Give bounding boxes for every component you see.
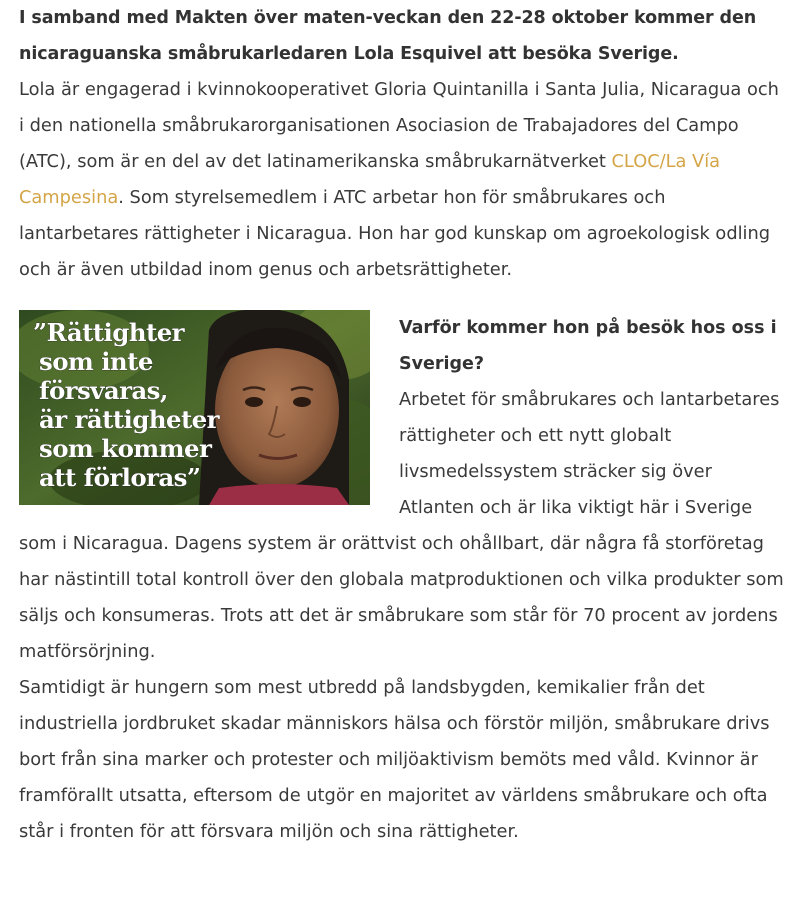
cloc-via-campesina-link[interactable]: CLOC/La Vía Campesina — [19, 151, 721, 208]
photo-illustration — [19, 310, 370, 505]
paragraph-intro-text-end: . Som styrelsemedlem i ATC arbetar hon för småbrukares och lantarbetares rättigheter i Nicaragua. Hon har god kunskap om agroekologisk odling och är även utbildad inom genus och arbetsrättigheter. — [19, 187, 771, 280]
quote-line-2: som inte — [39, 347, 153, 376]
paragraph-why-visit: Arbetet för småbrukares och lantarbetares rättigheter och ett nytt globalt livsmedelssystem sträcker sig över Atlanten och är lika viktigt här i Sverige som i Nicaragua. Dagens system är orättvist och ohållbart, där några få storföretag har nästintill total kontroll över den globala matproduktionen och vilka produkter som säljs och konsumeras. Trots att det är småbrukare som står för 70 procent av jordens matförsörjning. — [19, 389, 784, 662]
article-lead: I samband med Makten över maten-veckan den 22-28 oktober kommer den nicaraguanska småbrukarledaren Lola Esquivel att besöka Sverige. — [19, 8, 757, 64]
image-and-text-block — [19, 308, 789, 670]
quote-line-6: att förloras” — [39, 463, 201, 492]
quote-line-3: försvaras, — [39, 376, 168, 405]
article — [19, 0, 789, 850]
lola-esquivel-photo — [19, 310, 370, 505]
quote-line-1: ”Rättighter — [33, 318, 184, 347]
paragraph-intro-text-start: Lola är engagerad i kvinnokooperativet Gloria Quintanilla i Santa Julia, Nicaragua och i den nationella småbrukarorganisationen Asociasion de Trabajadores del Campo (ATC), som är en del av det latinamerikanska småbrukarnätverket — [19, 79, 779, 172]
paragraph-hunger: Samtidigt är hungern som mest utbredd på landsbygden, kemikalier från det industriella jordbruket skadar människors hälsa och förstör miljön, småbrukare drivs bort från sina marker och protester och miljöaktivism bemöts med våld. Kvinnor är framförallt utsatta, eftersom de utgör en majoritet av världens småbrukare och ofta står i fronten för att försvara miljön och sina rättigheter. — [19, 677, 770, 842]
paragraph-intro — [19, 72, 789, 288]
quote-line-5: som kommer — [39, 434, 212, 463]
quote-line-4: är rättigheter — [39, 405, 219, 434]
section-subheading: Varför kommer hon på besök hos oss i Sverige? — [399, 318, 777, 374]
